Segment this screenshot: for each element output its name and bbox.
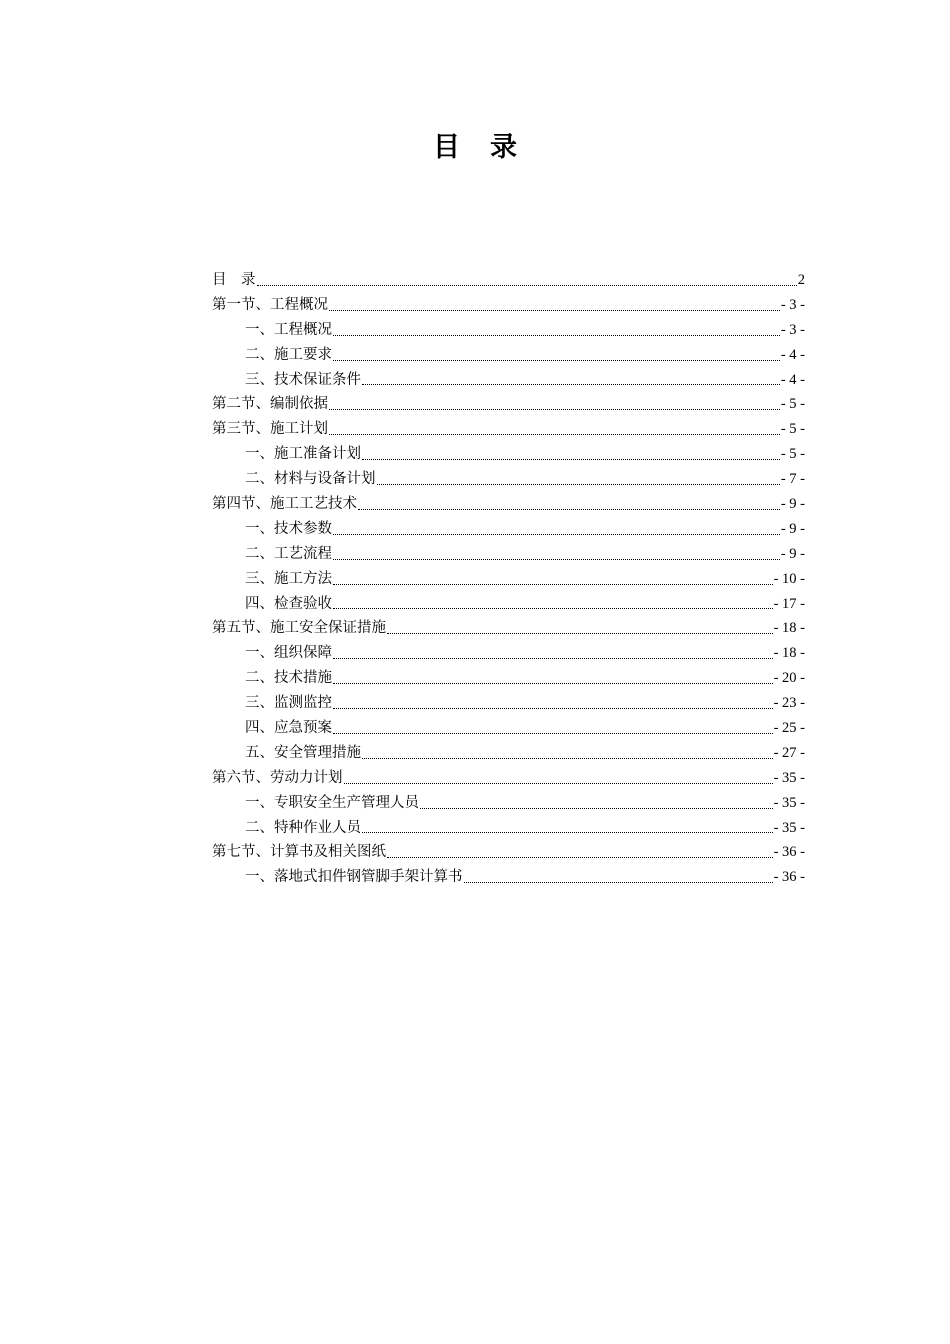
toc-entry-label: 四、检查验收: [245, 595, 332, 612]
toc-dot-leader: [387, 856, 773, 858]
toc-entry[interactable]: [212, 442, 805, 467]
toc-entry-page-number: - 9 -: [780, 520, 805, 537]
table-of-contents: [212, 268, 805, 890]
toc-entry[interactable]: [212, 492, 805, 517]
toc-entry-page-number: - 9 -: [780, 496, 805, 513]
toc-dot-leader: [362, 383, 780, 385]
toc-entry-page-number: - 35 -: [773, 819, 805, 836]
toc-entry-label: 一、工程概况: [245, 321, 332, 338]
toc-entry[interactable]: [212, 616, 805, 641]
toc-entry[interactable]: [212, 343, 805, 368]
toc-dot-leader: [344, 782, 773, 784]
toc-entry-page-number: - 27 -: [773, 744, 805, 761]
toc-dot-leader: [333, 657, 773, 659]
toc-entry[interactable]: [212, 293, 805, 318]
toc-entry[interactable]: [212, 766, 805, 791]
toc-entry-label: 二、材料与设备计划: [245, 471, 376, 488]
toc-dot-leader: [333, 359, 780, 361]
toc-dot-leader: [420, 807, 773, 809]
toc-dot-leader: [333, 607, 773, 609]
toc-entry-page-number: - 5 -: [780, 446, 805, 463]
toc-entry[interactable]: [212, 840, 805, 865]
toc-entry-label: 三、监测监控: [245, 695, 332, 712]
toc-dot-leader: [329, 408, 780, 410]
toc-entry-label: 一、技术参数: [245, 520, 332, 537]
toc-entry-page-number: - 4 -: [780, 371, 805, 388]
toc-entry-page-number: - 35 -: [773, 769, 805, 786]
page-title: 目录: [433, 132, 547, 163]
toc-entry-label: 第七节、计算书及相关图纸: [212, 844, 386, 861]
toc-entry-page-number: - 10 -: [773, 570, 805, 587]
toc-entry[interactable]: [212, 691, 805, 716]
toc-entry-label: 三、施工方法: [245, 570, 332, 587]
toc-entry-page-number: - 25 -: [773, 720, 805, 737]
toc-dot-leader: [464, 881, 773, 883]
toc-entry-label: 三、技术保证条件: [245, 371, 361, 388]
toc-entry-label: 二、施工要求: [245, 346, 332, 363]
toc-dot-leader: [333, 732, 773, 734]
toc-entry-page-number: - 5 -: [780, 421, 805, 438]
toc-entry[interactable]: [212, 517, 805, 542]
toc-entry-label: 四、应急预案: [245, 720, 332, 737]
toc-entry-page-number: - 17 -: [773, 595, 805, 612]
toc-entry[interactable]: [212, 791, 805, 816]
toc-entry-label: 一、施工准备计划: [245, 446, 361, 463]
toc-entry-page-number: - 20 -: [773, 670, 805, 687]
toc-entry-label: 一、落地式扣件钢管脚手架计算书: [245, 869, 463, 886]
toc-entry-page-number: - 18 -: [773, 620, 805, 637]
toc-entry-label: 第一节、工程概况: [212, 296, 328, 313]
toc-dot-leader: [333, 707, 773, 709]
toc-entry[interactable]: [212, 542, 805, 567]
toc-entry-label: 第三节、施工计划: [212, 421, 328, 438]
toc-dot-leader: [362, 757, 773, 759]
toc-entry-page-number: - 3 -: [780, 321, 805, 338]
toc-entry-page-number: - 5 -: [780, 396, 805, 413]
toc-entry-label: 一、组织保障: [245, 645, 332, 662]
toc-dot-leader: [333, 334, 780, 336]
toc-dot-leader: [333, 533, 780, 535]
toc-entry-label: 二、特种作业人员: [245, 819, 361, 836]
toc-dot-leader: [333, 583, 773, 585]
toc-dot-leader: [333, 682, 773, 684]
toc-entry[interactable]: [212, 467, 805, 492]
toc-entry-label: 目 录: [212, 272, 256, 288]
toc-entry[interactable]: [212, 641, 805, 666]
toc-entry[interactable]: [212, 417, 805, 442]
toc-dot-leader: [377, 483, 780, 485]
toc-entry-page-number: - 35 -: [773, 794, 805, 811]
toc-entry-label: 二、技术措施: [245, 670, 332, 687]
toc-entry-label: 第六节、劳动力计划: [212, 769, 343, 786]
toc-entry[interactable]: [212, 816, 805, 841]
toc-dot-leader: [387, 632, 773, 634]
toc-entry-label: 第二节、编制依据: [212, 396, 328, 413]
toc-entry[interactable]: [212, 592, 805, 617]
toc-entry-page-number: - 36 -: [773, 844, 805, 861]
toc-dot-leader: [333, 558, 780, 560]
toc-entry[interactable]: [212, 268, 805, 293]
toc-dot-leader: [329, 309, 780, 311]
toc-dot-leader: [362, 458, 780, 460]
toc-entry-page-number: - 18 -: [773, 645, 805, 662]
toc-entry-label: 五、安全管理措施: [245, 744, 361, 761]
toc-entry[interactable]: [212, 865, 805, 890]
toc-entry-page-number: - 9 -: [780, 545, 805, 562]
toc-dot-leader: [358, 508, 780, 510]
toc-entry-page-number: - 7 -: [780, 471, 805, 488]
toc-entry-page-number: - 4 -: [780, 346, 805, 363]
toc-entry-page-number: 2: [797, 272, 805, 288]
toc-entry[interactable]: [212, 368, 805, 393]
toc-entry-label: 第五节、施工安全保证措施: [212, 620, 386, 637]
toc-entry-page-number: - 23 -: [773, 695, 805, 712]
toc-entry[interactable]: [212, 567, 805, 592]
toc-entry-label: 二、工艺流程: [245, 545, 332, 562]
toc-entry-page-number: - 36 -: [773, 869, 805, 886]
toc-dot-leader: [362, 831, 773, 833]
toc-entry[interactable]: [212, 666, 805, 691]
toc-entry-label: 第四节、施工工艺技术: [212, 496, 357, 513]
toc-entry[interactable]: [212, 741, 805, 766]
toc-entry[interactable]: [212, 392, 805, 417]
toc-entry[interactable]: [212, 318, 805, 343]
toc-entry-label: 一、专职安全生产管理人员: [245, 794, 419, 811]
toc-dot-leader: [257, 284, 797, 286]
toc-entry[interactable]: [212, 716, 805, 741]
toc-dot-leader: [329, 433, 780, 435]
toc-entry-page-number: - 3 -: [780, 296, 805, 313]
